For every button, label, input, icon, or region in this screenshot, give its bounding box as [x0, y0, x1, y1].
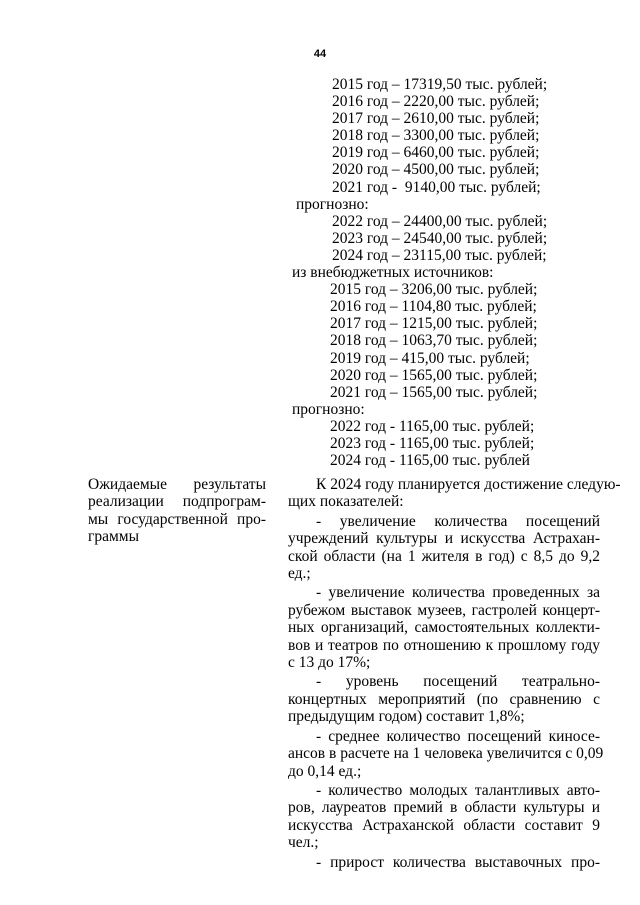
results-line: К 2024 году планируется достижение следую- [316, 476, 621, 493]
results-line: концертных мероприятий (по сравнению с [288, 690, 600, 708]
results-line: - прирост количества выставочных про- [316, 853, 600, 871]
results-line: вов и театров по отношению к прошлому году [288, 636, 600, 654]
results-label-line: мы государственной про- [88, 510, 266, 528]
extrabudget-line-2017: 2017 год – 1215,00 тыс. рублей; [330, 315, 538, 333]
budget-line-2019: 2019 год – 6460,00 тыс. рублей; [332, 144, 540, 162]
budget-line-2018: 2018 год – 3300,00 тыс. рублей; [332, 127, 540, 145]
results-line: - увеличение количества посещений [316, 512, 600, 530]
expected-results-text [288, 476, 621, 871]
results-line: предыдущим годом) составит 1,8%; [288, 708, 525, 726]
results-line: с 13 до 17%; [288, 654, 371, 672]
budget-line-2021: 2021 год - 9140,00 тыс. рублей; [332, 178, 541, 196]
extrabudget-forecast-2024: 2024 год - 1165,00 тыс. рублей [330, 452, 530, 470]
results-line: рубежом выставок музеев, гастролей концерт- [288, 601, 600, 619]
page-number: 44 [313, 48, 327, 60]
results-line: ед.; [288, 565, 311, 583]
budget-line-2017: 2017 год – 2610,00 тыс. рублей; [332, 110, 540, 128]
results-label-line: граммы [88, 528, 140, 546]
extrabudget-line-2016: 2016 год – 1104,80 тыс. рублей; [330, 298, 537, 316]
extrabudget-line-2019: 2019 год – 415,00 тыс. рублей; [330, 349, 530, 367]
results-line: ров, лауреатов премий в области культуры и [288, 799, 600, 817]
extrabudget-line-2020: 2020 год – 1565,00 тыс. рублей; [330, 366, 538, 384]
expected-results-label [88, 476, 266, 546]
results-line: до 0,14 ед.; [288, 762, 362, 780]
results-line: искусства Астраханской области составит 9 [288, 816, 600, 834]
results-line: - количество молодых талантливых авто- [316, 781, 600, 799]
results-label-line: Ожидаемые результаты [88, 476, 266, 493]
results-line: щих показателей: [288, 493, 404, 511]
extrabudget-label: из внебюджетных источников: [292, 264, 494, 282]
budget-line-2020: 2020 год – 4500,00 тыс. рублей; [332, 161, 540, 179]
budget-forecast-2024: 2024 год – 23115,00 тыс. рублей; [332, 246, 547, 264]
results-line: ской области (на 1 жителя в год) с 8,5 до 9,2 [288, 547, 600, 565]
results-label-line: реализации подпрограм- [88, 493, 266, 511]
results-line: - увеличение количества проведенных за [316, 584, 600, 602]
results-line: - среднее количество посещений киносе- [316, 727, 600, 745]
forecast-label: прогнозно: [296, 195, 369, 213]
results-line: - уровень посещений театрально- [316, 673, 600, 691]
forecast-label: прогнозно: [292, 400, 365, 418]
extrabudget-line-2015: 2015 год – 3206,00 тыс. рублей; [330, 281, 538, 299]
budget-line-2016: 2016 год – 2220,00 тыс. рублей; [332, 93, 540, 111]
results-line: ных организаций, самостоятельных коллекти- [288, 619, 600, 637]
budget-forecast-2023: 2023 год – 24540,00 тыс. рублей; [332, 229, 548, 247]
extrabudget-line-2018: 2018 год – 1063,70 тыс. рублей; [330, 332, 538, 350]
extrabudget-line-2021: 2021 год – 1565,00 тыс. рублей; [330, 383, 538, 401]
results-line: чел.; [288, 834, 319, 852]
results-line: учреждений культуры и искусства Астрахан- [288, 530, 600, 548]
funding-section [292, 76, 607, 469]
budget-forecast-2022: 2022 год – 24400,00 тыс. рублей; [332, 212, 548, 230]
extrabudget-forecast-2022: 2022 год - 1165,00 тыс. рублей; [330, 417, 535, 435]
results-line: ансов в расчете на 1 человека увеличится с 0,09 [288, 745, 604, 763]
extrabudget-forecast-2023: 2023 год - 1165,00 тыс. рублей; [330, 434, 535, 452]
budget-line-2015: 2015 год – 17319,50 тыс. рублей; [332, 76, 548, 93]
